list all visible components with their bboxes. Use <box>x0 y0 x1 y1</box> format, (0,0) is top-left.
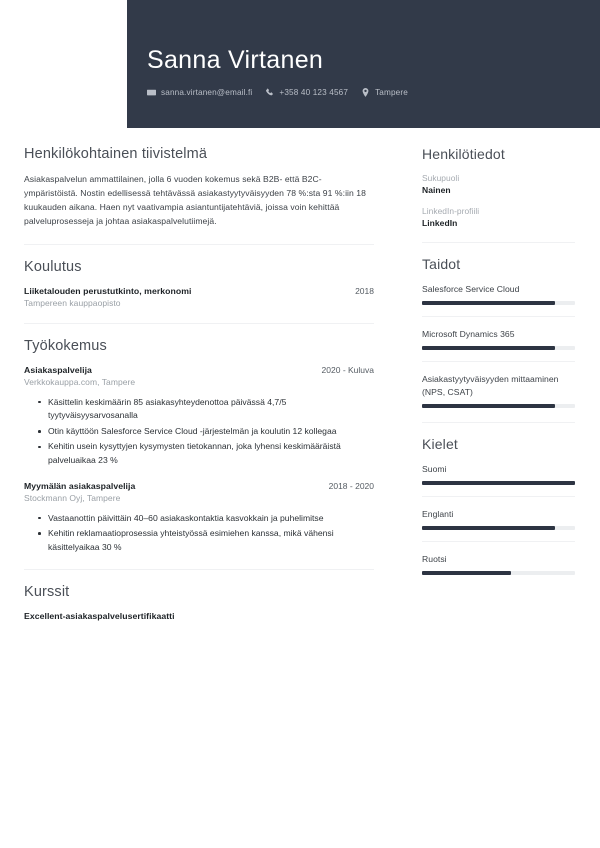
language-level-fill <box>422 526 555 530</box>
list-item: Kehitin reklamaatioprosessia yhteistyössä esimiehen kanssa, mikä vähensi käsittelyaikaa 30 % <box>38 527 374 554</box>
contact-phone-text: +358 40 123 4567 <box>279 87 349 97</box>
list-item: Vastaanottin päivittäin 40–60 asiakaskontaktia kasvokkain ja puhelimitse <box>38 512 374 526</box>
language-level-fill <box>422 571 511 575</box>
detail-value-link[interactable]: LinkedIn <box>422 218 458 228</box>
section-languages <box>422 436 575 576</box>
detail-gender <box>422 173 575 195</box>
divider <box>422 242 575 243</box>
experience-entry <box>24 481 374 555</box>
section-title-education: Koulutus <box>24 258 82 275</box>
section-title-summary: Henkilökohtainen tiivistelmä <box>24 146 208 162</box>
course-entry-title: Excellent-asiakaspalvelusertifikaatti <box>24 611 175 622</box>
divider <box>422 316 575 317</box>
contact-email-text: sanna.virtanen@email.fi <box>161 87 253 97</box>
contact-location-text: Tampere <box>375 87 408 97</box>
envelope-icon <box>147 88 156 97</box>
experience-entry-title: Asiakaspalvelija <box>24 364 92 375</box>
education-entry-date: 2018 <box>355 285 374 296</box>
divider <box>422 361 575 362</box>
skill-label: Microsoft Dynamics 365 <box>422 329 515 340</box>
section-skills <box>422 256 575 408</box>
detail-value: Nainen <box>422 185 451 195</box>
language-level-bar <box>422 526 575 530</box>
divider <box>422 496 575 497</box>
spacer <box>24 470 374 481</box>
location-pin-icon <box>361 88 370 97</box>
experience-bullet-list <box>38 396 374 468</box>
detail-label: Sukupuoli <box>422 173 460 183</box>
skill-item <box>422 283 575 305</box>
section-title-skills: Taidot <box>422 256 461 272</box>
header-content <box>147 46 586 97</box>
page-title: Sanna Virtanen <box>147 46 324 74</box>
detail-label: LinkedIn-profiili <box>422 206 480 216</box>
experience-entry-date: 2020 - Kuluva <box>321 364 374 375</box>
contact-phone[interactable] <box>265 88 348 97</box>
main-column <box>24 146 374 621</box>
section-title-courses: Kurssit <box>24 584 70 601</box>
divider <box>24 244 374 245</box>
language-item <box>422 508 575 530</box>
list-item: Otin käyttöön Salesforce Service Cloud -järjestelmän ja koulutin 12 kollegaa <box>38 425 374 439</box>
section-title-experience: Työkokemus <box>24 337 107 354</box>
education-entry-head <box>24 286 374 296</box>
section-title-languages: Kielet <box>422 435 458 452</box>
divider <box>24 569 374 570</box>
list-item: Käsittelin keskimäärin 85 asiakasyhteydenottoa päivässä 4,7/5 tyytyväisyysarvosanalla <box>38 396 374 423</box>
experience-entry-head <box>24 481 374 491</box>
divider <box>24 323 374 324</box>
language-label: Ruotsi <box>422 554 447 565</box>
skill-level-bar <box>422 346 575 350</box>
education-entry-title: Liiketalouden perustutkinto, merkonomi <box>24 285 192 296</box>
language-level-fill <box>422 481 575 485</box>
experience-entry-head <box>24 365 374 375</box>
contact-location[interactable] <box>361 88 408 97</box>
section-summary <box>24 146 374 229</box>
language-label: Suomi <box>422 463 447 474</box>
divider <box>422 541 575 542</box>
section-title-personal-details: Henkilötiedot <box>422 146 505 162</box>
skill-level-fill <box>422 346 555 350</box>
education-entry-subtitle: Tampereen kauppaopisto <box>24 297 121 308</box>
education-entry <box>24 286 374 308</box>
skill-level-bar <box>422 404 575 408</box>
section-courses <box>24 584 374 621</box>
sidebar-column <box>422 146 575 580</box>
skill-item <box>422 328 575 350</box>
skill-level-fill <box>422 404 555 408</box>
section-education <box>24 259 374 308</box>
language-level-bar <box>422 481 575 485</box>
skill-label: Asiakastyytyväisyyden mittaaminen (NPS, CSAT) <box>422 374 559 397</box>
language-level-bar <box>422 571 575 575</box>
divider <box>422 422 575 423</box>
experience-bullet-list <box>38 512 374 555</box>
language-item <box>422 553 575 575</box>
section-experience <box>24 338 374 555</box>
language-item <box>422 463 575 485</box>
skill-level-bar <box>422 301 575 305</box>
experience-entry-subtitle: Stockmann Oyj, Tampere <box>24 492 121 503</box>
skill-label: Salesforce Service Cloud <box>422 284 520 294</box>
skill-item <box>422 373 575 407</box>
header-banner <box>127 0 600 128</box>
experience-entry-subtitle: Verkkokauppa.com, Tampere <box>24 376 136 387</box>
skill-level-fill <box>422 301 555 305</box>
summary-text: Asiakaspalvelun ammattilainen, jolla 6 vuoden kokemus sekä B2B- että B2C-ympäristöistä. Nostin edellisessä tehtävässä asiakastyytyväisyyden 78 %:sta 91 %:iin 18 kuukauden aikana. Haen nyt vaativampia asiantuntijatehtäviä, joissa voin kehittää palveluprosesseja ja johtaa asiakaspalvelutiimejä. <box>24 174 366 226</box>
detail-linkedin <box>422 206 575 228</box>
list-item: Kehitin usein kysyttyjen kysymysten tietokannan, joka lyhensi keskimääräistä palveluaikaa 23 % <box>38 440 374 467</box>
section-personal-details <box>422 146 575 228</box>
phone-icon <box>265 88 274 97</box>
contact-row <box>147 88 586 97</box>
experience-entry-title: Myymälän asiakaspalvelija <box>24 480 136 491</box>
experience-entry-date: 2018 - 2020 <box>328 480 374 491</box>
contact-email[interactable] <box>147 88 252 97</box>
language-label: Englanti <box>422 509 454 520</box>
experience-entry <box>24 365 374 468</box>
